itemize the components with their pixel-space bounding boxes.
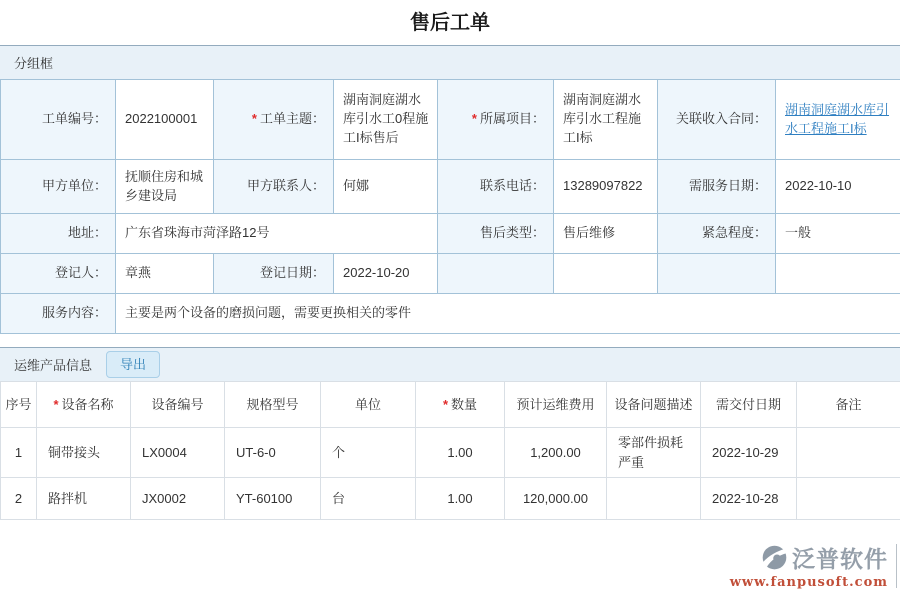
empty-label-cell bbox=[438, 254, 554, 294]
party-a-contact-label: 甲方联系人： bbox=[214, 160, 334, 214]
aftersales-type-value: 售后维修 bbox=[554, 214, 658, 254]
cell-unit: 个 bbox=[321, 428, 416, 478]
column-header-delivery-date: 需交付日期 bbox=[701, 382, 797, 428]
cell-remark bbox=[797, 478, 900, 520]
aftersales-type-label: 售后类型： bbox=[438, 214, 554, 254]
column-header-model: 规格型号 bbox=[225, 382, 321, 428]
address-value: 广东省珠海市菏泽路12号 bbox=[116, 214, 438, 254]
brand-url: www.fanpusoft.com bbox=[729, 575, 888, 590]
cell-seq: 2 bbox=[1, 478, 37, 520]
service-date-value: 2022-10-10 bbox=[776, 160, 900, 214]
subject-value: 湖南洞庭湖水库引水工0程施工I标售后 bbox=[334, 80, 438, 160]
empty-label-cell bbox=[658, 254, 776, 294]
work-order-form-table bbox=[0, 79, 900, 334]
address-label: 地址： bbox=[1, 214, 116, 254]
empty-value-cell bbox=[776, 254, 900, 294]
cell-model: YT-60100 bbox=[225, 478, 321, 520]
products-header-row bbox=[1, 382, 900, 428]
service-content-label: 服务内容： bbox=[1, 294, 116, 334]
cell-model: UT-6-0 bbox=[225, 428, 321, 478]
form-row-4 bbox=[1, 254, 900, 294]
party-a-contact-value: 何娜 bbox=[334, 160, 438, 214]
table-row bbox=[1, 428, 900, 478]
cell-device-name: 铜带接头 bbox=[37, 428, 131, 478]
required-asterisk: * bbox=[471, 111, 477, 127]
cell-est-cost: 120,000.00 bbox=[505, 478, 607, 520]
group-box-label: 分组框 bbox=[14, 56, 54, 71]
empty-value-cell bbox=[554, 254, 658, 294]
form-row-1 bbox=[1, 80, 900, 160]
income-contract-link[interactable]: 湖南洞庭湖水库引水工程施工I标 bbox=[785, 101, 890, 136]
phone-value: 13289097822 bbox=[554, 160, 658, 214]
registrant-label: 登记人： bbox=[1, 254, 116, 294]
column-header-device-name: * 设备名称 bbox=[37, 382, 131, 428]
cell-issue bbox=[607, 478, 701, 520]
group-box-header bbox=[0, 45, 900, 79]
cell-delivery-date: 2022-10-28 bbox=[701, 478, 797, 520]
register-date-label: 登记日期： bbox=[214, 254, 334, 294]
cell-unit: 台 bbox=[321, 478, 416, 520]
fanpu-logo-icon bbox=[761, 544, 788, 571]
party-a-unit-label: 甲方单位： bbox=[1, 160, 116, 214]
required-asterisk: * bbox=[251, 111, 257, 127]
register-date-value: 2022-10-20 bbox=[334, 254, 438, 294]
order-number-label: 工单编号： bbox=[1, 80, 116, 160]
service-content-value: 主要是两个设备的磨损问题，需要更换相关的零件 bbox=[116, 294, 900, 334]
urgency-label: 紧急程度： bbox=[658, 214, 776, 254]
watermark-edge-line bbox=[896, 544, 897, 588]
urgency-value: 一般 bbox=[776, 214, 900, 254]
products-section-header bbox=[0, 347, 900, 381]
column-header-issue: 设备问题描述 bbox=[607, 382, 701, 428]
cell-quantity: 1.00 bbox=[416, 428, 505, 478]
required-asterisk: * bbox=[53, 396, 59, 412]
cell-device-code: JX0002 bbox=[131, 478, 225, 520]
income-contract-label: 关联收入合同： bbox=[658, 80, 776, 160]
table-row bbox=[1, 478, 900, 520]
cell-device-code: LX0004 bbox=[131, 428, 225, 478]
column-header-unit: 单位 bbox=[321, 382, 416, 428]
vendor-watermark bbox=[730, 541, 888, 590]
cell-est-cost: 1,200.00 bbox=[505, 428, 607, 478]
column-header-seq: 序号 bbox=[1, 382, 37, 428]
cell-remark bbox=[797, 428, 900, 478]
column-header-est-cost: 预计运维费用 bbox=[505, 382, 607, 428]
party-a-unit-value: 抚顺住房和城乡建设局 bbox=[116, 160, 214, 214]
registrant-value: 章燕 bbox=[116, 254, 214, 294]
subject-label: * 工单主题： bbox=[214, 80, 334, 160]
column-header-quantity: * 数量 bbox=[416, 382, 505, 428]
order-number-value: 2022100001 bbox=[116, 80, 214, 160]
brand-name: 泛普软件 bbox=[792, 546, 888, 572]
form-row-5 bbox=[1, 294, 900, 334]
form-row-2 bbox=[1, 160, 900, 214]
project-label: * 所属项目： bbox=[438, 80, 554, 160]
products-section-label: 运维产品信息 bbox=[14, 358, 93, 373]
form-row-3 bbox=[1, 214, 900, 254]
cell-seq: 1 bbox=[1, 428, 37, 478]
products-table bbox=[0, 381, 900, 520]
income-contract-value bbox=[776, 80, 900, 160]
page-title: 售后工单 bbox=[410, 12, 490, 34]
phone-label: 联系电话： bbox=[438, 160, 554, 214]
required-asterisk: * bbox=[442, 396, 449, 412]
cell-device-name: 路拌机 bbox=[37, 478, 131, 520]
service-date-label: 需服务日期： bbox=[658, 160, 776, 214]
cell-delivery-date: 2022-10-29 bbox=[701, 428, 797, 478]
export-button[interactable]: 导出 bbox=[106, 351, 160, 379]
column-header-device-code: 设备编号 bbox=[131, 382, 225, 428]
cell-quantity: 1.00 bbox=[416, 478, 505, 520]
cell-issue: 零部件损耗严重 bbox=[607, 428, 701, 478]
project-value: 湖南洞庭湖水库引水工程施工I标 bbox=[554, 80, 658, 160]
column-header-remark: 备注 bbox=[797, 382, 900, 428]
